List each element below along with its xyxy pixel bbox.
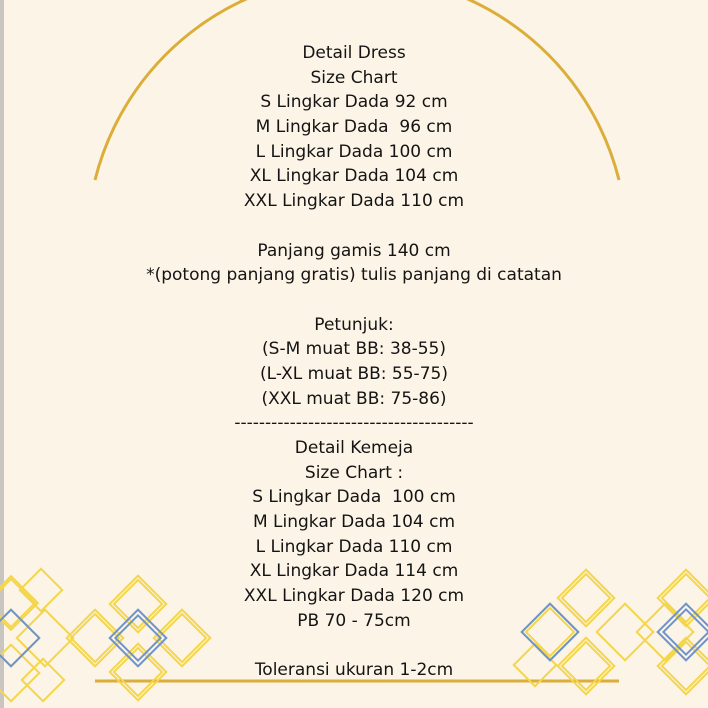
dress-note: *(potong panjang gratis) tulis panjang di catatan bbox=[146, 265, 562, 286]
dress-length: Panjang gamis 140 cm bbox=[257, 240, 451, 261]
dress-title: Detail Dress bbox=[302, 43, 406, 63]
product-details-text bbox=[0, 41, 708, 683]
shirt-size-m: M Lingkar Dada 104 cm bbox=[252, 512, 456, 533]
shirt-size-s: S Lingkar Dada 100 cm bbox=[252, 487, 456, 508]
dress-size-l: L Lingkar Dada 100 cm bbox=[255, 141, 453, 162]
dress-size-s: S Lingkar Dada 92 cm bbox=[260, 92, 448, 113]
spacer bbox=[0, 288, 708, 313]
spacer bbox=[0, 214, 708, 239]
section-separator: --------------------------------------- bbox=[234, 413, 474, 434]
dress-size-xxl: XXL Lingkar Dada 110 cm bbox=[243, 191, 465, 212]
spacer bbox=[0, 634, 708, 659]
shirt-size-chart-label: Size Chart : bbox=[304, 462, 404, 483]
shirt-title: Detail Kemeja bbox=[294, 438, 414, 458]
shirt-pb: PB 70 - 75cm bbox=[297, 610, 411, 631]
dress-size-chart-label: Size Chart bbox=[310, 67, 398, 88]
tolerance-note: Toleransi ukuran 1-2cm bbox=[254, 660, 454, 681]
shirt-size-xl: XL Lingkar Dada 114 cm bbox=[249, 561, 459, 582]
guide-label: Petunjuk: bbox=[314, 314, 394, 335]
guide-l-xl: (L-XL muat BB: 55-75) bbox=[260, 363, 448, 384]
guide-s-m: (S-M muat BB: 38-55) bbox=[262, 339, 446, 360]
shirt-size-l: L Lingkar Dada 110 cm bbox=[255, 536, 453, 557]
dress-size-m: M Lingkar Dada 96 cm bbox=[255, 117, 453, 138]
guide-xxl: (XXL muat BB: 75-86) bbox=[261, 388, 447, 409]
shirt-size-xxl: XXL Lingkar Dada 120 cm bbox=[243, 586, 465, 607]
dress-size-xl: XL Lingkar Dada 104 cm bbox=[249, 166, 459, 187]
